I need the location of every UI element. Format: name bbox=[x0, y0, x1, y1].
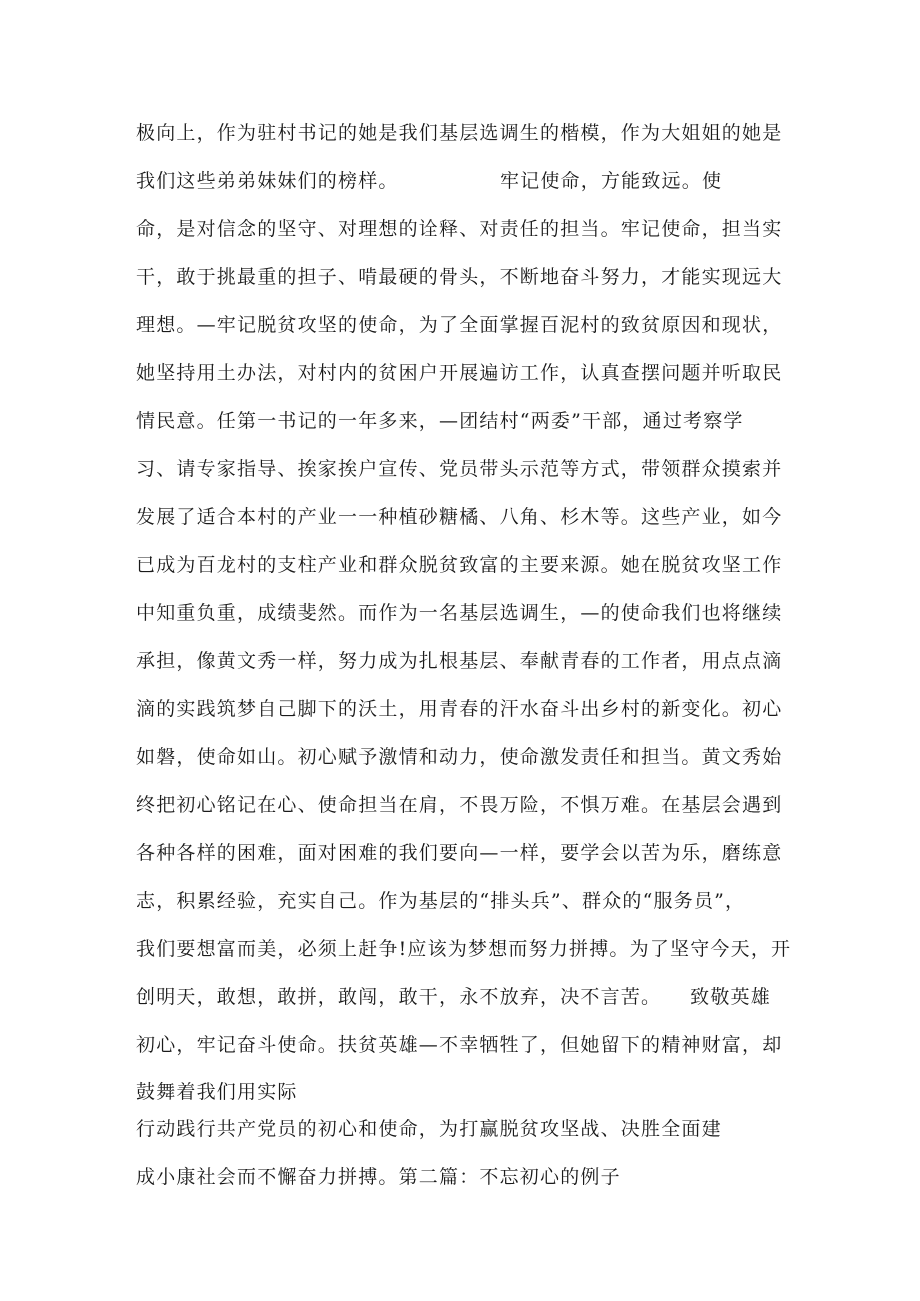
text-line-7: 情民意。任第一书记的一年多来，—团结村“两委”干部，通过考察学 bbox=[136, 410, 744, 432]
text-line-5: 理想。—牢记脱贫攻坚的使命，为了全面掌握百泥村的致贫原因和现状， bbox=[136, 314, 783, 336]
text-line-6: 她坚持用土办法，对村内的贫困户开展遍访工作，认真查摆问题并听取民 bbox=[136, 362, 783, 384]
text-line-1: 极向上，作为驻村书记的她是我们基层选调生的楷模，作为大姐姐的她是 bbox=[136, 122, 783, 144]
text-line-14: 如磐，使命如山。初心赋予激情和动力，使命激发责任和担当。黄文秀始 bbox=[136, 746, 783, 768]
text-line-10: 已成为百龙村的支柱产业和群众脱贫致富的主要来源。她在脱贫攻坚工作 bbox=[136, 554, 783, 576]
text-line-11: 中知重负重，成绩斐然。而作为一名基层选调生，—的使命我们也将继续 bbox=[136, 602, 783, 624]
text-line-15: 终把初心铭记在心、使命担当在肩，不畏万险，不惧万难。在基层会遇到 bbox=[136, 794, 783, 816]
text-line-3: 命，是对信念的坚守、对理想的诠释、对责任的担当。牢记使命，担当实 bbox=[136, 218, 783, 240]
text-line-16: 各种各样的困难，面对困难的我们要向—一样，要学会以苦为乐，磨练意 bbox=[136, 842, 783, 864]
text-line-9: 发展了适合本村的产业一一种植砂糖橘、八角、杉木等。这些产业，如今 bbox=[136, 506, 783, 528]
text-line-21: 鼓舞着我们用实际 bbox=[136, 1081, 298, 1103]
text-line-17: 志，积累经验，充实自己。作为基层的“排头兵”、群众的“服务员”， bbox=[136, 890, 746, 912]
text-line-22: 行动践行共产党员的初心和使命，为打赢脱贫攻坚战、决胜全面建 bbox=[136, 1118, 722, 1140]
text-line-8: 习、请专家指导、挨家挨户宣传、党员带头示范等方式，带领群众摸索并 bbox=[136, 458, 783, 480]
text-line-23: 成小康社会而不懈奋力拼搏。第二篇：不忘初心的例子 bbox=[136, 1166, 621, 1188]
text-line-4: 干，敢于挑最重的担子、啃最硬的骨头，不断地奋斗努力，才能实现远大 bbox=[136, 266, 783, 288]
text-line-18: 我们要想富而美，必须上赶争!应该为梦想而努力拼搏。为了坚守今天，开 bbox=[136, 938, 792, 960]
text-line-20: 初心，牢记奋斗使命。扶贫英雄—不幸牺牲了，但她留下的精神财富，却 bbox=[136, 1034, 783, 1056]
text-line-2: 我们这些弟弟妹妹们的榜样。 牢记使命，方能致远。使 bbox=[136, 170, 723, 192]
text-line-19: 创明天，敢想，敢拼，敢闯，敢干，永不放弃，决不言苦。 致敬英雄 bbox=[136, 986, 771, 1008]
text-line-12: 承担，像黄文秀一样，努力成为扎根基层、奉献青春的工作者，用点点滴 bbox=[136, 650, 783, 672]
text-line-13: 滴的实践筑梦自己脚下的沃土，用青春的汗水奋斗出乡村的新变化。初心 bbox=[136, 698, 783, 720]
